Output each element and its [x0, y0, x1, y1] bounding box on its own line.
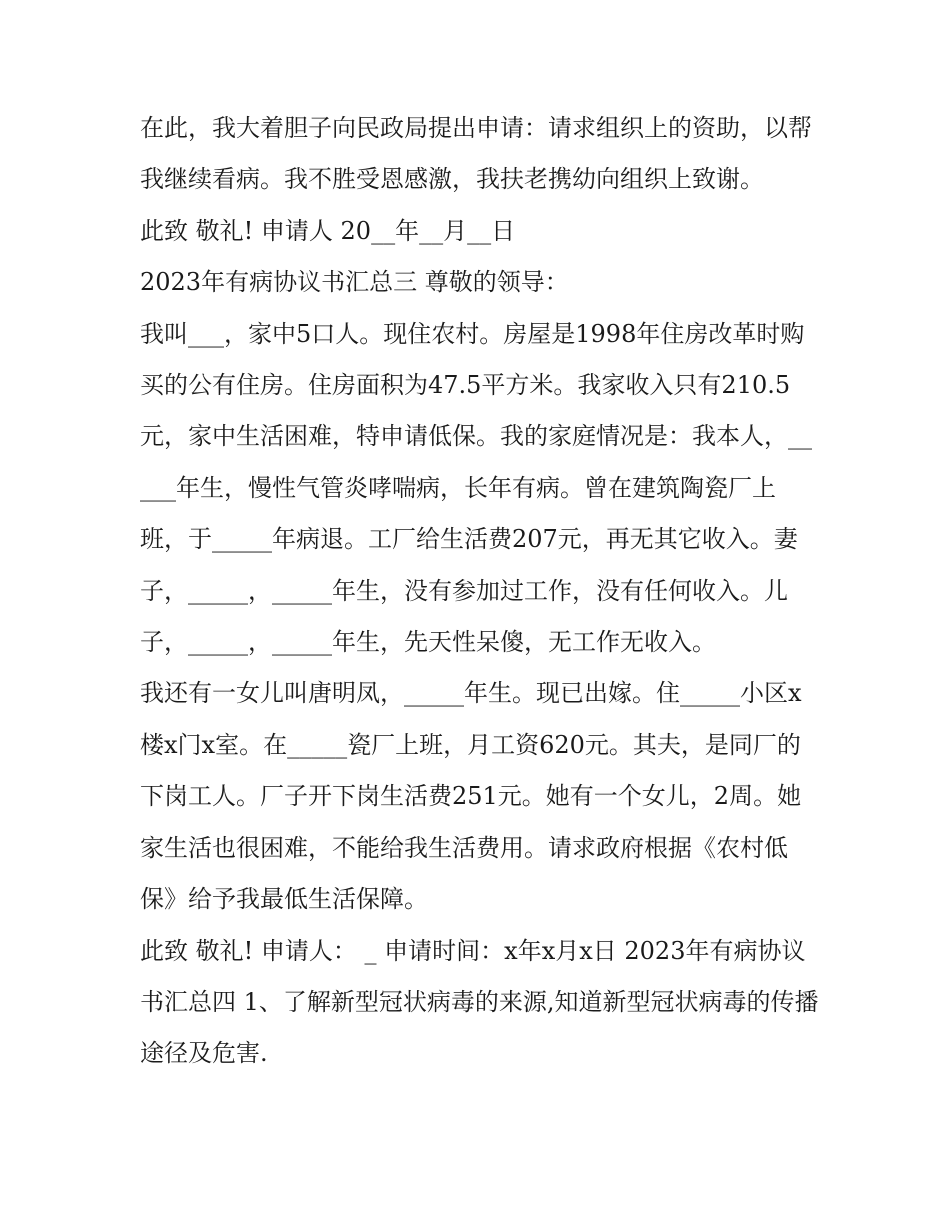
paragraph-section-heading: 2023年有病协议书汇总三 尊敬的领导：: [140, 268, 569, 297]
paragraph-closing-next-section: 此致 敬礼! 申请人： _ 申请时间：x年x月x日 2023年有病协议书汇总四 1、了解新型冠状病毒的来源,知道新型冠状病毒的传播途径及危害.: [140, 936, 819, 1068]
paragraph-closing-signature: 此致 敬礼! 申请人 20__年__月__日: [140, 216, 516, 245]
document-body: [140, 103, 820, 1080]
paragraph-daughter-situation: 我还有一女儿叫唐明凤，_____年生。现已出嫁。住_____小区x楼x门x室。在_____瓷厂上班，月工资620元。其夫，是同厂的下岗工人。厂子开下岗生活费251元。她有一个女儿，2周。她家生活也很困难，不能给我生活费用。请求政府根据《农村低保》给予我最低生活保障。: [140, 679, 802, 914]
paragraph-family-situation: 我叫___，家中5口人。现住农村。房屋是1998年住房改革时购买的公有住房。住房面积为47.5平方米。我家收入只有210.5元，家中生活困难，特申请低保。我的家庭情况是：我本人，_____年生，慢性气管炎哮喘病，长年有病。曾在建筑陶瓷厂上班，于_____年病退。工厂给生活费207元，再无其它收入。妻子，_____，_____年生，没有参加过工作，没有任何收入。儿子，_____，_____年生，先天性呆傻，无工作无收入。: [140, 319, 812, 657]
paragraph-request-thanks: 在此，我大着胆子向民政局提出申请：请求组织上的资助，以帮我继续看病。我不胜受恩感激，我扶老携幼向组织上致谢。: [140, 114, 812, 194]
